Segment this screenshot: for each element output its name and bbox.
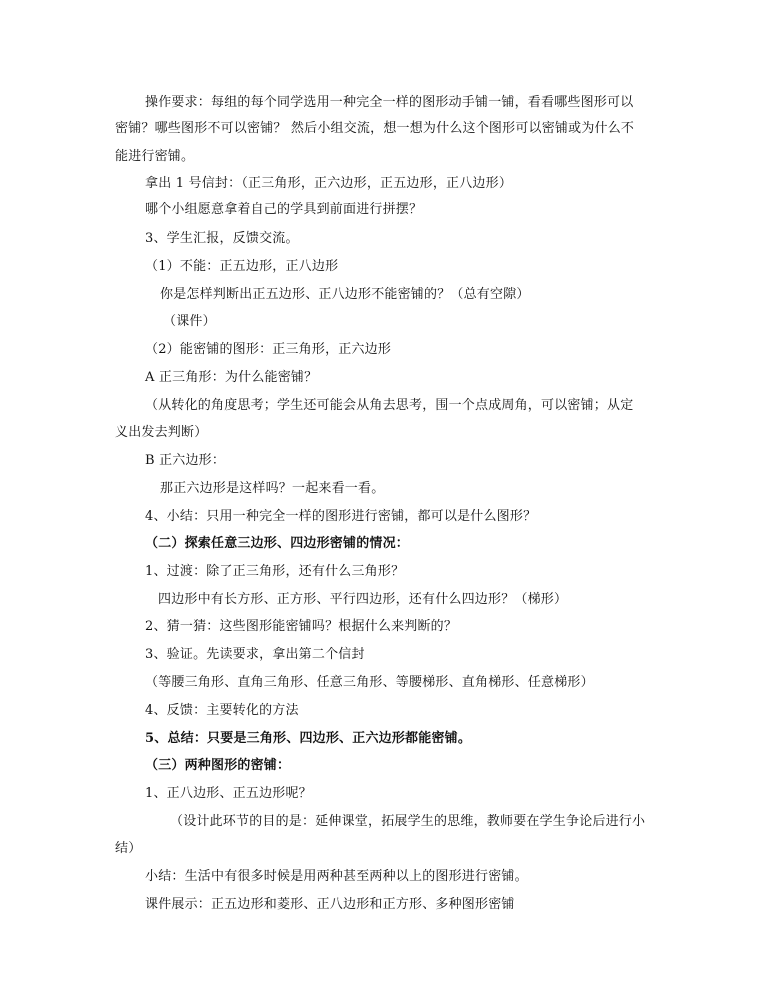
text-line: （设计此环节的目的是：延伸课堂，拓展学生的思维，教师要在学生争论后进行小 bbox=[170, 814, 646, 829]
summary-bold: 5、总结：只要是三角形、四边形、正六边形都能密铺。 bbox=[145, 731, 472, 746]
text-line: （课件） bbox=[163, 314, 216, 329]
text-line: 义出发去判断） bbox=[115, 425, 208, 440]
text-line: 4、反馈：主要转化的方法 bbox=[145, 703, 299, 718]
text-line: 3、学生汇报，反馈交流。 bbox=[145, 231, 299, 246]
text-line: （1）不能：正五边形，正八边形 bbox=[145, 259, 339, 274]
text-line: 哪个小组愿意拿着自己的学具到前面进行拼摆？ bbox=[145, 202, 423, 217]
text-line: 1、过渡：除了正三角形，还有什么三角形？ bbox=[145, 564, 405, 579]
section-heading: （三）两种图形的密铺： bbox=[145, 758, 291, 773]
text-line: 3、验证。先读要求，拿出第二个信封 bbox=[145, 647, 365, 662]
text-line: 拿出 1 号信封：（正三角形，正六边形，正五边形，正八边形） bbox=[145, 176, 513, 191]
text-line: 1、正八边形、正五边形呢？ bbox=[145, 786, 312, 801]
text-line: 小结：生活中有很多时候是用两种甚至两种以上的图形进行密铺。 bbox=[145, 869, 528, 884]
text-line: 你是怎样判断出正五边形、正八边形不能密铺的？（总有空隙） bbox=[160, 287, 530, 302]
text-line: 课件展示：正五边形和菱形、正八边形和正方形、多种图形密铺 bbox=[145, 897, 515, 912]
text-line: B 正六边形： bbox=[145, 453, 226, 468]
text-line: 4、小结：只用一种完全一样的图形进行密铺，都可以是什么图形？ bbox=[145, 509, 537, 524]
text-line: 四边形中有长方形、正方形、平行四边形，还有什么四边形？（梯形） bbox=[158, 592, 568, 607]
text-line: （从转化的角度思考；学生还可能会从角去思考，围一个点成周角，可以密铺；从定 bbox=[145, 398, 634, 413]
text-line: （2）能密铺的图形：正三角形，正六边形 bbox=[145, 342, 392, 357]
text-line: 那正六边形是这样吗？一起来看一看。 bbox=[160, 481, 385, 496]
text-line: A 正三角形：为什么能密铺？ bbox=[145, 370, 318, 385]
section-heading: （二）探索任意三边形、四边形密铺的情况： bbox=[145, 536, 410, 551]
text-line: 密铺？哪些图形不可以密铺？ 然后小组交流，想一想为什么这个图形可以密铺或为什么不 bbox=[115, 121, 635, 136]
text-line: 结） bbox=[115, 841, 142, 856]
text-line: 能进行密铺。 bbox=[115, 149, 195, 164]
text-line: 2、猜一猜：这些图形能密铺吗？根据什么来判断的？ bbox=[145, 619, 458, 634]
text-line: （等腰三角形、直角三角形、任意三角形、等腰梯形、直角梯形、任意梯形） bbox=[145, 675, 594, 690]
text-line: 操作要求：每组的每个同学选用一种完全一样的图形动手铺一铺，看看哪些图形可以 bbox=[145, 95, 634, 110]
